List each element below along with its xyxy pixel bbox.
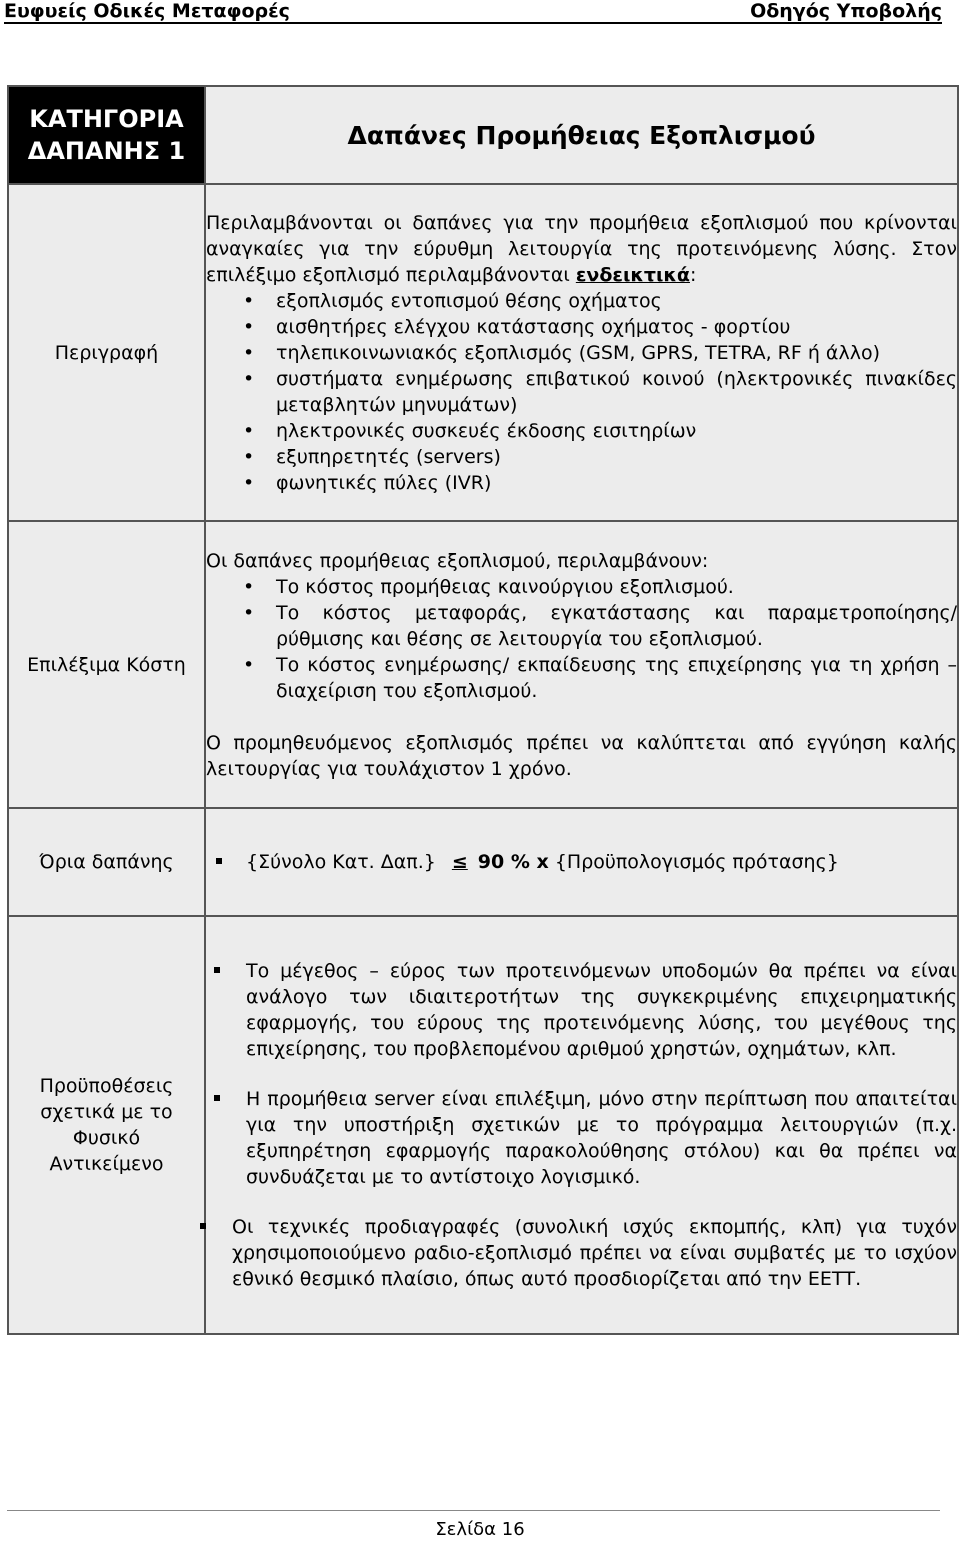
eligible-costs-label: Επιλέξιμα Κόστη xyxy=(8,521,205,808)
header-right-title: Οδηγός Υποβολής xyxy=(750,0,942,22)
description-intro-line3: επιλέξιμο εξοπλισμό περιλαμβάνονται ενδεικτικά: xyxy=(206,263,697,286)
description-label: Περιγραφή xyxy=(8,184,205,521)
eligible-costs-content xyxy=(205,521,958,808)
emphasis-indicative: ενδεικτικά xyxy=(575,263,690,286)
prerequisites-content xyxy=(205,916,958,1334)
description-content xyxy=(205,184,958,521)
list-item: • εξοπλισμός εντοπισμού θέσης οχήματος xyxy=(206,288,957,314)
prerequisites-label: Προϋποθέσεις σχετικά με το Φυσικό Αντικείμενο xyxy=(8,916,205,1334)
list-item: • τηλεπικοινωνιακός εξοπλισμός (GSM, GPRS, TETRA, RF ή άλλο) xyxy=(206,340,957,366)
list-item: • εξυπηρετητές (servers) xyxy=(206,444,957,470)
header-left-title: Ευφυείς Οδικές Μεταφορές xyxy=(4,0,290,22)
expense-limits-content xyxy=(205,808,958,916)
less-equal-symbol: ≤ xyxy=(451,851,468,873)
eligible-costs-row xyxy=(8,521,958,808)
category-title: Δαπάνες Προμήθειας Εξοπλισμού xyxy=(205,86,958,184)
list-item: Οι τεχνικές προδιαγραφές (συνολική ισχύς εκπομπής, κλπ) για τυχόν χρησιμοποιούμενο ραδιο-εξοπλισμό πρέπει να είναι συμβατές με το ισχύον εθνικό θεσμικό πλαίσιο, όπως αυτό προσδιορίζεται από την ΕΕΤΤ. xyxy=(198,1214,957,1292)
square-bullet-icon xyxy=(216,858,222,864)
category-label-line1: ΚΑΤΗΓΟΡΙΑ xyxy=(29,105,184,133)
limits-percentage: 90 % x xyxy=(477,851,549,873)
description-row xyxy=(8,184,958,521)
expense-limits-label: Όρια δαπάνης xyxy=(8,808,205,916)
limits-budget: {Προϋπολογισμός πρότασης} xyxy=(554,851,839,873)
list-item: • συστήματα ενημέρωσης επιβατικού κοινού (ηλεκτρονικές πινακίδες μεταβλητών μηνυμάτων) xyxy=(206,366,957,418)
list-item: Η προμήθεια server είναι επιλέξιμη, μόνο στην περίπτωση που απαιτείται για την υποστήριξη σχετικών με το πρόγραμμα λειτουργιών (π.χ. εξυπηρέτηση εφαρμογής παρακολούθησης στόλου) και θα πρέπει να συνδυάζεται με το αντίστοιχο λογισμικό. xyxy=(206,1086,957,1190)
square-bullet-icon xyxy=(214,1095,220,1101)
footer-rule xyxy=(7,1510,940,1511)
square-bullet-icon xyxy=(200,1223,206,1229)
equipment-list xyxy=(206,288,957,496)
page-number: Σελίδα 16 xyxy=(435,1519,525,1540)
list-item: • Το κόστος προμήθειας καινούργιου εξοπλισμού. xyxy=(206,574,957,600)
limits-formula xyxy=(206,849,957,875)
list-item: Το μέγεθος – εύρος των προτεινόμενων υποδομών θα πρέπει να είναι ανάλογο των ιδιαιτεροτήτων της συγκεκριμένης επιχειρηματικής εφαρμογής, του εύρους της προτεινόμενης λύσης, του μεγέθους της επιχείρησης, του προβλεπομένου αριθμού χρηστών, οχημάτων, κλπ. xyxy=(206,958,957,1062)
description-intro-line1: Περιλαμβάνονται οι δαπάνες για την προμήθεια εξοπλισμού που κρίνονται xyxy=(206,211,957,234)
expense-limits-row xyxy=(8,808,958,916)
eligible-intro: Οι δαπάνες προμήθειας εξοπλισμού, περιλαμβάνουν: xyxy=(206,549,709,572)
prerequisites-row xyxy=(8,916,958,1334)
page-header xyxy=(4,0,942,24)
square-bullet-icon xyxy=(214,967,220,973)
list-item: • Το κόστος μεταφοράς, εγκατάστασης και παραμετροποίησης/ ρύθμισης και θέσης σε λειτουργία του εξοπλισμού. xyxy=(206,600,957,652)
list-item: • ηλεκτρονικές συσκευές έκδοσης εισιτηρίων xyxy=(206,418,957,444)
description-intro-line2: αναγκαίες για την εύρυθμη λειτουργία της προτεινόμενης λύσης. Στον xyxy=(206,237,957,260)
category-label-cell xyxy=(8,86,205,184)
list-item: • φωνητικές πύλες (IVR) xyxy=(206,470,957,496)
category-label-line2: ΔΑΠΑΝΗΣ 1 xyxy=(27,137,186,165)
eligible-costs-list xyxy=(206,574,957,704)
limits-total-category: {Σύνολο Κατ. Δαπ.} xyxy=(246,851,436,873)
category-header-row xyxy=(8,86,958,184)
list-item: • Το κόστος ενημέρωσης/ εκπαίδευσης της επιχείρησης για τη χρήση – διαχείριση του εξοπλισμού. xyxy=(206,652,957,704)
expense-category-table xyxy=(7,85,959,1335)
warranty-note: Ο προμηθευόμενος εξοπλισμός πρέπει να καλύπτεται από εγγύηση καλής λειτουργίας για τουλάχιστον 1 χρόνο. xyxy=(206,731,957,780)
list-item: • αισθητήρες ελέγχου κατάστασης οχήματος - φορτίου xyxy=(206,314,957,340)
